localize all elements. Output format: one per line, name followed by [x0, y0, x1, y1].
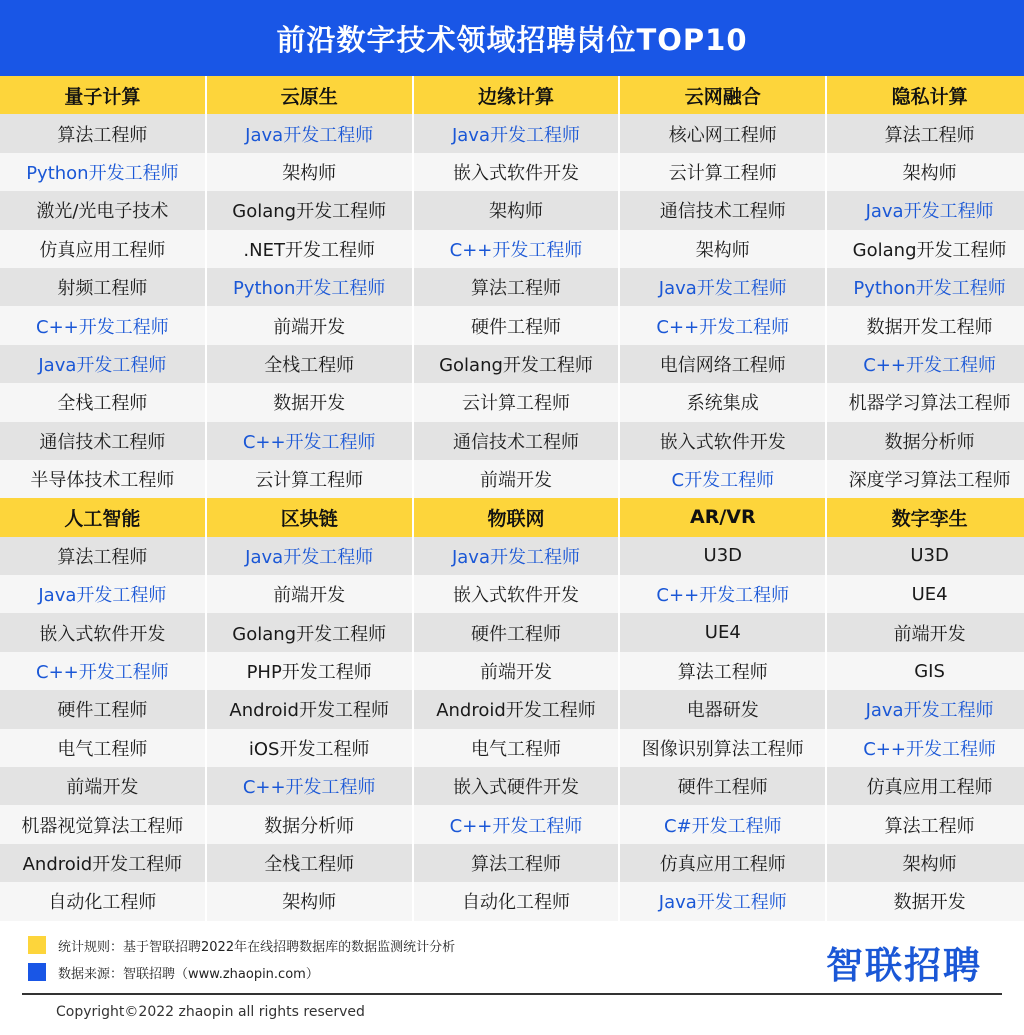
job-cell: Java开发工程师 [0, 345, 206, 383]
job-cell: 硬件工程师 [619, 767, 826, 805]
job-cell: Python开发工程师 [206, 268, 413, 306]
job-cell: 通信技术工程师 [413, 422, 620, 460]
job-cell: U3D [619, 537, 826, 575]
copyright-text: Copyright©2022 zhaopin all rights reserved [56, 1003, 365, 1020]
job-cell: U3D [826, 537, 1024, 575]
job-cell: 算法工程师 [826, 114, 1024, 152]
job-cell: 核心网工程师 [619, 114, 826, 152]
job-cell: 算法工程师 [826, 805, 1024, 843]
job-cell: 系统集成 [619, 383, 826, 421]
job-cell: 电气工程师 [0, 729, 206, 767]
job-cell: Java开发工程师 [413, 537, 620, 575]
job-cell: Java开发工程师 [206, 537, 413, 575]
job-cell: 嵌入式软件开发 [0, 613, 206, 651]
table-row [0, 345, 1024, 383]
category-header: 量子计算 [0, 76, 206, 114]
table-row [0, 537, 1024, 575]
job-cell: 电气工程师 [413, 729, 620, 767]
job-cell: 通信技术工程师 [619, 191, 826, 229]
job-cell: 架构师 [826, 153, 1024, 191]
job-cell: UE4 [619, 613, 826, 651]
job-cell: 图像识别算法工程师 [619, 729, 826, 767]
job-cell: 半导体技术工程师 [0, 460, 206, 498]
job-cell: UE4 [826, 575, 1024, 613]
job-cell: C开发工程师 [619, 460, 826, 498]
job-cell: 前端开发 [413, 652, 620, 690]
table-row [0, 575, 1024, 613]
job-cell: 算法工程师 [0, 114, 206, 152]
yellow-swatch-icon [28, 936, 46, 954]
job-cell: 前端开发 [206, 306, 413, 344]
job-cell: 架构师 [413, 191, 620, 229]
table-row [0, 153, 1024, 191]
job-cell: 算法工程师 [0, 537, 206, 575]
job-cell: 仿真应用工程师 [826, 767, 1024, 805]
job-cell: Java开发工程师 [0, 575, 206, 613]
table-row [0, 306, 1024, 344]
category-header: 人工智能 [0, 498, 206, 536]
job-cell: 全栈工程师 [206, 345, 413, 383]
job-cell: 自动化工程师 [0, 882, 206, 920]
job-cell: Android开发工程师 [206, 690, 413, 728]
job-cell: 深度学习算法工程师 [826, 460, 1024, 498]
job-cell: Golang开发工程师 [206, 191, 413, 229]
job-cell: Java开发工程师 [826, 690, 1024, 728]
job-cell: 数据开发 [826, 882, 1024, 920]
job-cell: 架构师 [206, 882, 413, 920]
job-cell: 机器学习算法工程师 [826, 383, 1024, 421]
jobs-table-body [0, 76, 1024, 921]
legend-source-text: 数据来源：智联招聘（www.zhaopin.com） [58, 966, 319, 982]
job-cell: 前端开发 [826, 613, 1024, 651]
footer [0, 921, 1024, 1035]
category-header: 云原生 [206, 76, 413, 114]
table-row [0, 460, 1024, 498]
job-cell: 算法工程师 [413, 844, 620, 882]
job-cell: 算法工程师 [413, 268, 620, 306]
job-cell: C++开发工程师 [0, 652, 206, 690]
blue-swatch-icon [28, 963, 46, 981]
job-cell: 自动化工程师 [413, 882, 620, 920]
table-row [0, 729, 1024, 767]
job-cell: Python开发工程师 [826, 268, 1024, 306]
job-cell: 云计算工程师 [413, 383, 620, 421]
job-cell: 架构师 [619, 230, 826, 268]
job-cell: C++开发工程师 [413, 805, 620, 843]
job-cell: C++开发工程师 [0, 306, 206, 344]
job-cell: 数据分析师 [826, 422, 1024, 460]
legend-rule-text: 统计规则：基于智联招聘2022年在线招聘数据库的数据监测统计分析 [58, 939, 456, 955]
table-row [0, 422, 1024, 460]
job-cell: 嵌入式硬件开发 [413, 767, 620, 805]
job-cell: 硬件工程师 [413, 306, 620, 344]
job-cell: C++开发工程师 [206, 767, 413, 805]
category-header: 云网融合 [619, 76, 826, 114]
job-cell: Golang开发工程师 [413, 345, 620, 383]
job-cell: Golang开发工程师 [826, 230, 1024, 268]
job-cell: Golang开发工程师 [206, 613, 413, 651]
table-row [0, 805, 1024, 843]
page-title: 前沿数字技术领域招聘岗位TOP10 [0, 0, 1024, 76]
table-row [0, 191, 1024, 229]
job-cell: 嵌入式软件开发 [619, 422, 826, 460]
category-header: 数字孪生 [826, 498, 1024, 536]
job-cell: 仿真应用工程师 [619, 844, 826, 882]
job-cell: Python开发工程师 [0, 153, 206, 191]
category-header: 物联网 [413, 498, 620, 536]
table-row [0, 230, 1024, 268]
table-row [0, 268, 1024, 306]
category-header: 区块链 [206, 498, 413, 536]
table-row [0, 767, 1024, 805]
header-row [0, 498, 1024, 536]
table-row [0, 613, 1024, 651]
job-cell: 前端开发 [0, 767, 206, 805]
job-cell: 架构师 [826, 844, 1024, 882]
job-cell: Java开发工程师 [619, 268, 826, 306]
job-cell: 算法工程师 [619, 652, 826, 690]
table-row [0, 652, 1024, 690]
job-cell: C++开发工程师 [413, 230, 620, 268]
job-cell: 嵌入式软件开发 [413, 153, 620, 191]
job-cell: 通信技术工程师 [0, 422, 206, 460]
category-header: 边缘计算 [413, 76, 620, 114]
job-cell: 电器研发 [619, 690, 826, 728]
table-row [0, 844, 1024, 882]
job-cell: 仿真应用工程师 [0, 230, 206, 268]
job-cell: 数据开发工程师 [826, 306, 1024, 344]
job-cell: C++开发工程师 [826, 729, 1024, 767]
job-cell: GIS [826, 652, 1024, 690]
legend-rule [28, 936, 455, 955]
job-cell: 硬件工程师 [0, 690, 206, 728]
job-cell: 前端开发 [413, 460, 620, 498]
category-header: 隐私计算 [826, 76, 1024, 114]
job-cell: 硬件工程师 [413, 613, 620, 651]
job-cell: 电信网络工程师 [619, 345, 826, 383]
category-header: AR/VR [619, 498, 826, 536]
table-row [0, 690, 1024, 728]
job-cell: 射频工程师 [0, 268, 206, 306]
job-cell: 云计算工程师 [206, 460, 413, 498]
header-row [0, 76, 1024, 114]
job-cell: C++开发工程师 [619, 575, 826, 613]
job-cell: 云计算工程师 [619, 153, 826, 191]
jobs-table [0, 76, 1024, 921]
footer-divider [22, 993, 1002, 995]
job-cell: C++开发工程师 [619, 306, 826, 344]
job-cell: Android开发工程师 [0, 844, 206, 882]
legend-source [28, 963, 319, 982]
job-cell: 嵌入式软件开发 [413, 575, 620, 613]
job-cell: C++开发工程师 [826, 345, 1024, 383]
table-row [0, 882, 1024, 920]
job-cell: 机器视觉算法工程师 [0, 805, 206, 843]
job-cell: Java开发工程师 [206, 114, 413, 152]
job-cell: 激光/光电子技术 [0, 191, 206, 229]
job-cell: C#开发工程师 [619, 805, 826, 843]
job-cell: 数据开发 [206, 383, 413, 421]
job-cell: 数据分析师 [206, 805, 413, 843]
table-row [0, 383, 1024, 421]
brand-logo: 智联招聘 [826, 943, 982, 987]
job-cell: 架构师 [206, 153, 413, 191]
job-cell: .NET开发工程师 [206, 230, 413, 268]
job-cell: C++开发工程师 [206, 422, 413, 460]
job-cell: PHP开发工程师 [206, 652, 413, 690]
job-cell: 全栈工程师 [206, 844, 413, 882]
table-row [0, 114, 1024, 152]
job-cell: Java开发工程师 [413, 114, 620, 152]
job-cell: 全栈工程师 [0, 383, 206, 421]
job-cell: Java开发工程师 [619, 882, 826, 920]
job-cell: iOS开发工程师 [206, 729, 413, 767]
job-cell: 前端开发 [206, 575, 413, 613]
job-cell: Android开发工程师 [413, 690, 620, 728]
job-cell: Java开发工程师 [826, 191, 1024, 229]
